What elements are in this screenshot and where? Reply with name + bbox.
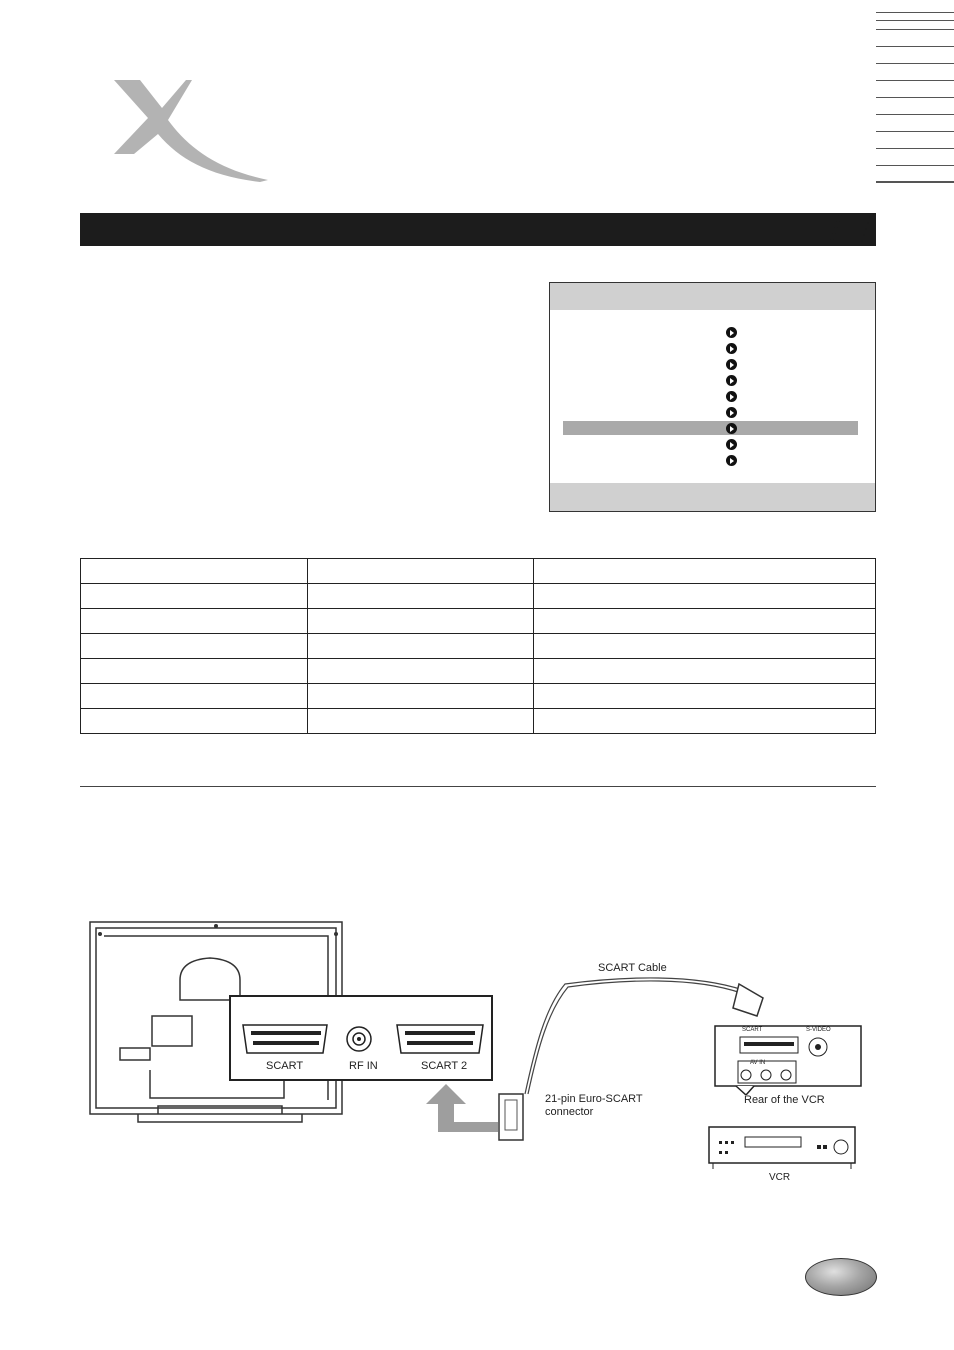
table-row (81, 559, 876, 584)
table-cell (534, 684, 876, 709)
connector-label-line2: connector (545, 1106, 594, 1118)
table-cell (307, 609, 534, 634)
table-cell (534, 584, 876, 609)
brand-logo (110, 78, 270, 184)
table-cell (81, 609, 308, 634)
menu-arrow-icon (726, 327, 737, 338)
menu-header-bar (550, 283, 875, 310)
vcr-rear-port-scart: SCART (742, 1027, 763, 1033)
table-cell (534, 559, 876, 584)
table-cell (81, 584, 308, 609)
table-cell (307, 684, 534, 709)
port-label-scart: SCART (266, 1060, 304, 1072)
vcr-rear-port-svideo: S-VIDEO (806, 1027, 831, 1033)
menu-arrow-icon (726, 439, 737, 450)
port-label-rf-in: RF IN (349, 1060, 378, 1072)
insert-arrow-icon (420, 1082, 500, 1134)
menu-arrow-icon (726, 375, 737, 386)
table-cell (534, 709, 876, 734)
table-cell (307, 709, 534, 734)
vcr-illustration (707, 1125, 857, 1171)
section-title-bar (80, 213, 876, 246)
table-cell (81, 559, 308, 584)
table-cell (307, 559, 534, 584)
menu-arrow-icon (726, 455, 737, 466)
page-number-badge (805, 1258, 877, 1296)
menu-arrow-icon (726, 423, 737, 434)
connector-label-line1: 21-pin Euro-SCART (545, 1093, 643, 1105)
table-row (81, 684, 876, 709)
table-cell (534, 659, 876, 684)
table-row (81, 634, 876, 659)
table-cell (81, 634, 308, 659)
table-cell (81, 659, 308, 684)
title-bar-halftone (830, 213, 878, 246)
table-cell (307, 659, 534, 684)
table-row (81, 659, 876, 684)
table-cell (81, 709, 308, 734)
section-divider (80, 786, 876, 787)
table-cell (307, 584, 534, 609)
vcr-rear-panel-illustration (714, 1025, 862, 1095)
menu-footer-bar (550, 483, 875, 511)
vcr-rear-port-av-in: AV IN (750, 1060, 766, 1066)
table-cell (534, 634, 876, 659)
table-cell (81, 684, 308, 709)
table-cell (534, 609, 876, 634)
menu-arrow-icon (726, 407, 737, 418)
table-row (81, 584, 876, 609)
table-row (81, 709, 876, 734)
spec-table (80, 558, 876, 734)
port-label-scart2: SCART 2 (421, 1060, 468, 1072)
menu-highlight-row (563, 421, 858, 435)
vcr-label: VCR (769, 1172, 791, 1183)
vcr-rear-label: Rear of the VCR (744, 1094, 825, 1106)
menu-arrow-icon (726, 343, 737, 354)
cable-label: SCART Cable (598, 962, 667, 974)
table-cell (307, 634, 534, 659)
table-row (81, 609, 876, 634)
osd-menu-screenshot (549, 282, 876, 512)
menu-arrow-icon (726, 391, 737, 402)
menu-arrow-icon (726, 359, 737, 370)
